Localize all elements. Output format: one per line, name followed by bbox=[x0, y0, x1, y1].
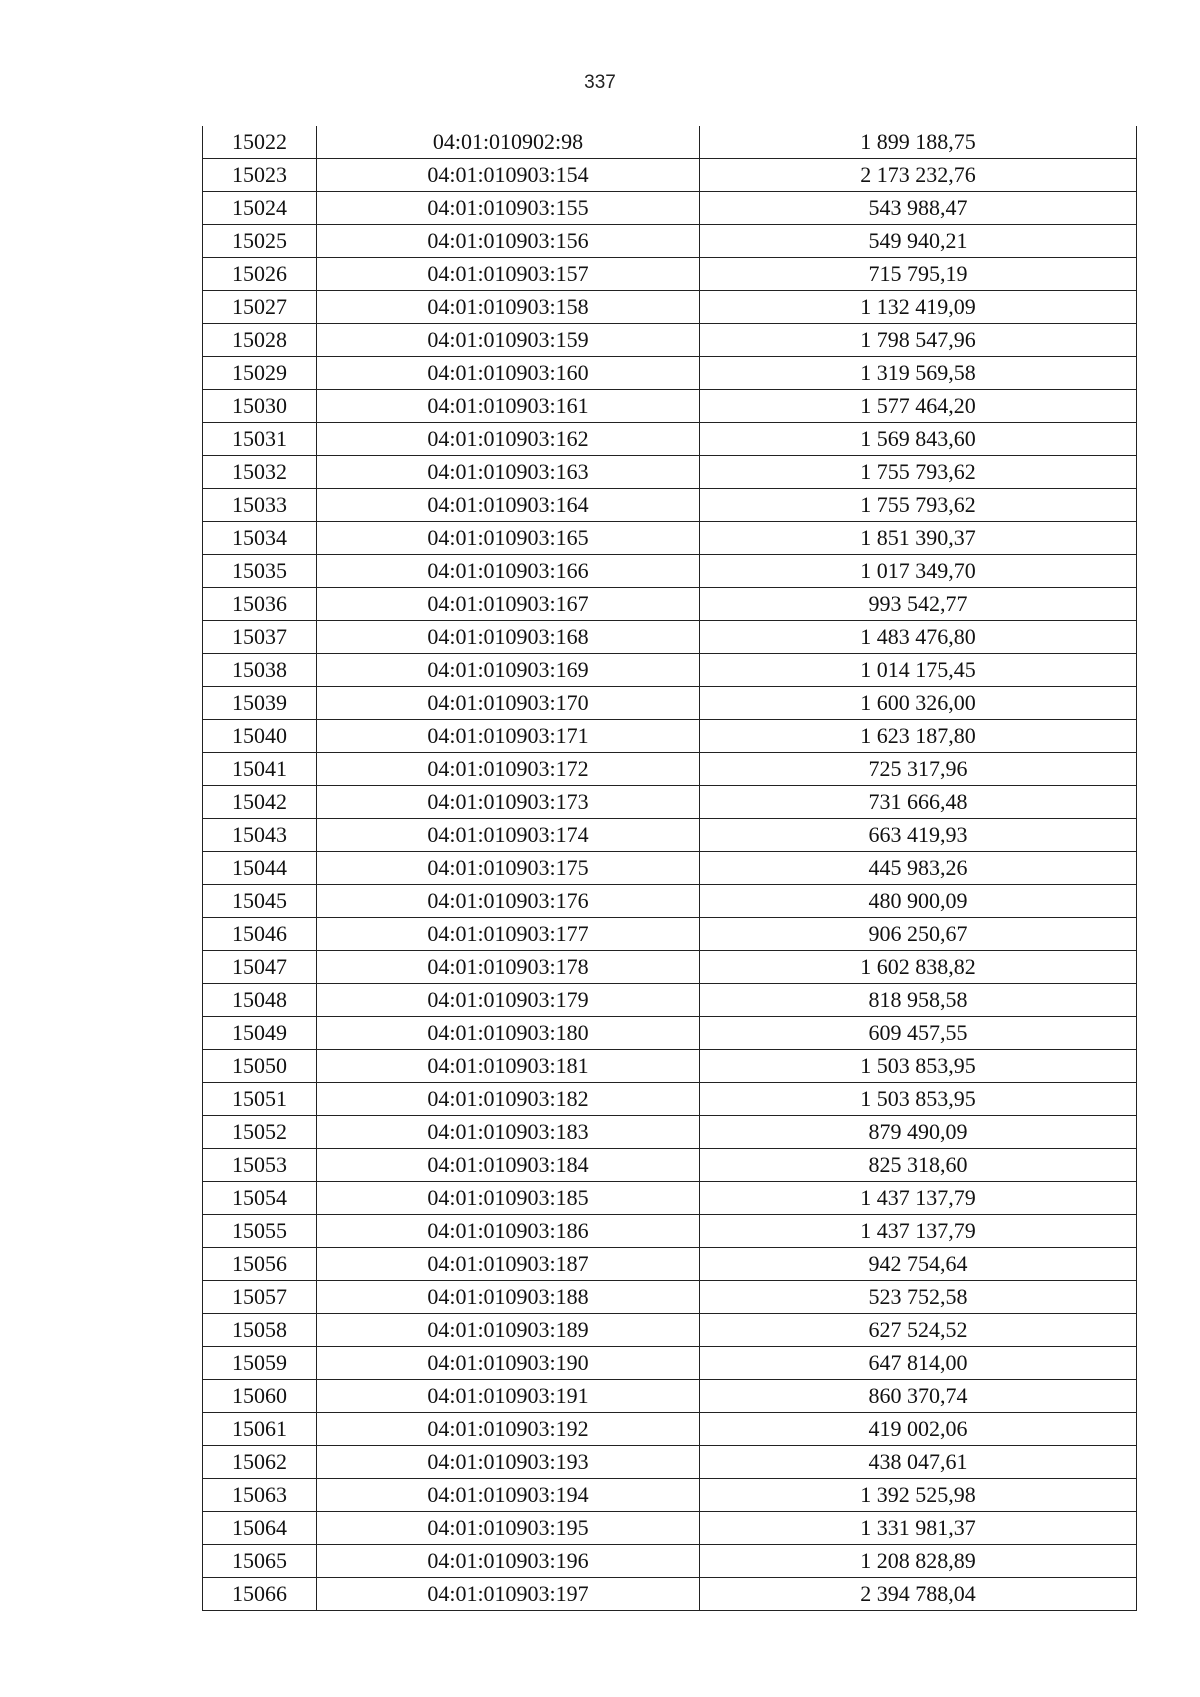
row-number-cell: 15065 bbox=[203, 1545, 317, 1578]
table-row bbox=[203, 951, 1137, 984]
row-number-cell: 15061 bbox=[203, 1413, 317, 1446]
cadastral-value-cell: 1 392 525,98 bbox=[700, 1479, 1137, 1512]
row-number-cell: 15059 bbox=[203, 1347, 317, 1380]
cadastral-value-table-container bbox=[202, 126, 1136, 1611]
cadastral-number-cell: 04:01:010903:163 bbox=[317, 456, 700, 489]
cadastral-value-cell: 1 437 137,79 bbox=[700, 1215, 1137, 1248]
row-number-cell: 15031 bbox=[203, 423, 317, 456]
row-number-cell: 15042 bbox=[203, 786, 317, 819]
row-number-cell: 15060 bbox=[203, 1380, 317, 1413]
table-row bbox=[203, 423, 1137, 456]
table-row bbox=[203, 852, 1137, 885]
cadastral-value-cell: 549 940,21 bbox=[700, 225, 1137, 258]
cadastral-value-cell: 480 900,09 bbox=[700, 885, 1137, 918]
cadastral-value-cell: 1 577 464,20 bbox=[700, 390, 1137, 423]
table-row bbox=[203, 1215, 1137, 1248]
row-number-cell: 15027 bbox=[203, 291, 317, 324]
row-number-cell: 15063 bbox=[203, 1479, 317, 1512]
cadastral-number-cell: 04:01:010903:156 bbox=[317, 225, 700, 258]
row-number-cell: 15035 bbox=[203, 555, 317, 588]
cadastral-value-cell: 1 437 137,79 bbox=[700, 1182, 1137, 1215]
table-row bbox=[203, 1149, 1137, 1182]
row-number-cell: 15055 bbox=[203, 1215, 317, 1248]
cadastral-number-cell: 04:01:010903:174 bbox=[317, 819, 700, 852]
cadastral-number-cell: 04:01:010903:189 bbox=[317, 1314, 700, 1347]
cadastral-number-cell: 04:01:010903:164 bbox=[317, 489, 700, 522]
cadastral-number-cell: 04:01:010903:166 bbox=[317, 555, 700, 588]
cadastral-number-cell: 04:01:010903:162 bbox=[317, 423, 700, 456]
row-number-cell: 15032 bbox=[203, 456, 317, 489]
cadastral-value-cell: 1 851 390,37 bbox=[700, 522, 1137, 555]
cadastral-value-cell: 1 623 187,80 bbox=[700, 720, 1137, 753]
row-number-cell: 15066 bbox=[203, 1578, 317, 1611]
row-number-cell: 15033 bbox=[203, 489, 317, 522]
row-number-cell: 15058 bbox=[203, 1314, 317, 1347]
cadastral-number-cell: 04:01:010902:98 bbox=[317, 126, 700, 159]
row-number-cell: 15048 bbox=[203, 984, 317, 1017]
page-number: 337 bbox=[584, 72, 616, 93]
cadastral-value-cell: 715 795,19 bbox=[700, 258, 1137, 291]
row-number-cell: 15062 bbox=[203, 1446, 317, 1479]
cadastral-number-cell: 04:01:010903:184 bbox=[317, 1149, 700, 1182]
cadastral-value-cell: 1 503 853,95 bbox=[700, 1083, 1137, 1116]
cadastral-number-cell: 04:01:010903:170 bbox=[317, 687, 700, 720]
row-number-cell: 15043 bbox=[203, 819, 317, 852]
table-row bbox=[203, 1017, 1137, 1050]
table-row bbox=[203, 1248, 1137, 1281]
cadastral-number-cell: 04:01:010903:160 bbox=[317, 357, 700, 390]
cadastral-value-cell: 1 319 569,58 bbox=[700, 357, 1137, 390]
table-row bbox=[203, 1281, 1137, 1314]
cadastral-number-cell: 04:01:010903:197 bbox=[317, 1578, 700, 1611]
cadastral-value-cell: 1 569 843,60 bbox=[700, 423, 1137, 456]
cadastral-value-cell: 445 983,26 bbox=[700, 852, 1137, 885]
row-number-cell: 15029 bbox=[203, 357, 317, 390]
table-row bbox=[203, 786, 1137, 819]
cadastral-value-table bbox=[202, 126, 1137, 1611]
cadastral-value-cell: 879 490,09 bbox=[700, 1116, 1137, 1149]
cadastral-value-cell: 818 958,58 bbox=[700, 984, 1137, 1017]
table-body bbox=[203, 126, 1137, 1611]
cadastral-number-cell: 04:01:010903:157 bbox=[317, 258, 700, 291]
cadastral-value-cell: 1 602 838,82 bbox=[700, 951, 1137, 984]
table-row bbox=[203, 291, 1137, 324]
cadastral-value-cell: 906 250,67 bbox=[700, 918, 1137, 951]
cadastral-value-cell: 609 457,55 bbox=[700, 1017, 1137, 1050]
cadastral-value-cell: 627 524,52 bbox=[700, 1314, 1137, 1347]
cadastral-value-cell: 523 752,58 bbox=[700, 1281, 1137, 1314]
table-row bbox=[203, 819, 1137, 852]
cadastral-value-cell: 1 600 326,00 bbox=[700, 687, 1137, 720]
row-number-cell: 15036 bbox=[203, 588, 317, 621]
cadastral-number-cell: 04:01:010903:171 bbox=[317, 720, 700, 753]
cadastral-value-cell: 419 002,06 bbox=[700, 1413, 1137, 1446]
table-row bbox=[203, 654, 1137, 687]
table-row bbox=[203, 126, 1137, 159]
table-row bbox=[203, 918, 1137, 951]
row-number-cell: 15046 bbox=[203, 918, 317, 951]
cadastral-value-cell: 647 814,00 bbox=[700, 1347, 1137, 1380]
table-row bbox=[203, 753, 1137, 786]
row-number-cell: 15025 bbox=[203, 225, 317, 258]
table-row bbox=[203, 885, 1137, 918]
table-row bbox=[203, 1116, 1137, 1149]
table-row bbox=[203, 324, 1137, 357]
cadastral-value-cell: 438 047,61 bbox=[700, 1446, 1137, 1479]
cadastral-value-cell: 2 173 232,76 bbox=[700, 159, 1137, 192]
cadastral-number-cell: 04:01:010903:196 bbox=[317, 1545, 700, 1578]
table-row bbox=[203, 159, 1137, 192]
row-number-cell: 15022 bbox=[203, 126, 317, 159]
cadastral-number-cell: 04:01:010903:194 bbox=[317, 1479, 700, 1512]
row-number-cell: 15034 bbox=[203, 522, 317, 555]
table-row bbox=[203, 555, 1137, 588]
cadastral-value-cell: 860 370,74 bbox=[700, 1380, 1137, 1413]
cadastral-value-cell: 663 419,93 bbox=[700, 819, 1137, 852]
table-row bbox=[203, 1347, 1137, 1380]
row-number-cell: 15064 bbox=[203, 1512, 317, 1545]
cadastral-number-cell: 04:01:010903:192 bbox=[317, 1413, 700, 1446]
row-number-cell: 15040 bbox=[203, 720, 317, 753]
row-number-cell: 15050 bbox=[203, 1050, 317, 1083]
cadastral-value-cell: 1 208 828,89 bbox=[700, 1545, 1137, 1578]
row-number-cell: 15057 bbox=[203, 1281, 317, 1314]
row-number-cell: 15049 bbox=[203, 1017, 317, 1050]
table-row bbox=[203, 1314, 1137, 1347]
cadastral-value-cell: 942 754,64 bbox=[700, 1248, 1137, 1281]
cadastral-number-cell: 04:01:010903:175 bbox=[317, 852, 700, 885]
cadastral-value-cell: 1 014 175,45 bbox=[700, 654, 1137, 687]
table-row bbox=[203, 621, 1137, 654]
cadastral-value-cell: 731 666,48 bbox=[700, 786, 1137, 819]
cadastral-value-cell: 1 798 547,96 bbox=[700, 324, 1137, 357]
table-row bbox=[203, 357, 1137, 390]
table-row bbox=[203, 1446, 1137, 1479]
table-row bbox=[203, 1479, 1137, 1512]
row-number-cell: 15028 bbox=[203, 324, 317, 357]
cadastral-number-cell: 04:01:010903:195 bbox=[317, 1512, 700, 1545]
row-number-cell: 15039 bbox=[203, 687, 317, 720]
table-row bbox=[203, 1578, 1137, 1611]
table-row bbox=[203, 1545, 1137, 1578]
cadastral-number-cell: 04:01:010903:169 bbox=[317, 654, 700, 687]
row-number-cell: 15023 bbox=[203, 159, 317, 192]
cadastral-number-cell: 04:01:010903:179 bbox=[317, 984, 700, 1017]
cadastral-number-cell: 04:01:010903:183 bbox=[317, 1116, 700, 1149]
cadastral-value-cell: 725 317,96 bbox=[700, 753, 1137, 786]
row-number-cell: 15054 bbox=[203, 1182, 317, 1215]
cadastral-number-cell: 04:01:010903:161 bbox=[317, 390, 700, 423]
row-number-cell: 15051 bbox=[203, 1083, 317, 1116]
cadastral-number-cell: 04:01:010903:178 bbox=[317, 951, 700, 984]
table-row bbox=[203, 1083, 1137, 1116]
cadastral-number-cell: 04:01:010903:185 bbox=[317, 1182, 700, 1215]
table-row bbox=[203, 1413, 1137, 1446]
cadastral-value-cell: 1 331 981,37 bbox=[700, 1512, 1137, 1545]
table-row bbox=[203, 1380, 1137, 1413]
cadastral-value-cell: 2 394 788,04 bbox=[700, 1578, 1137, 1611]
cadastral-value-cell: 1 755 793,62 bbox=[700, 456, 1137, 489]
table-row bbox=[203, 1182, 1137, 1215]
cadastral-number-cell: 04:01:010903:181 bbox=[317, 1050, 700, 1083]
row-number-cell: 15053 bbox=[203, 1149, 317, 1182]
table-row bbox=[203, 984, 1137, 1017]
table-row bbox=[203, 687, 1137, 720]
row-number-cell: 15047 bbox=[203, 951, 317, 984]
row-number-cell: 15037 bbox=[203, 621, 317, 654]
cadastral-number-cell: 04:01:010903:165 bbox=[317, 522, 700, 555]
cadastral-number-cell: 04:01:010903:172 bbox=[317, 753, 700, 786]
cadastral-value-cell: 1 503 853,95 bbox=[700, 1050, 1137, 1083]
cadastral-number-cell: 04:01:010903:177 bbox=[317, 918, 700, 951]
table-row bbox=[203, 225, 1137, 258]
row-number-cell: 15024 bbox=[203, 192, 317, 225]
cadastral-value-cell: 993 542,77 bbox=[700, 588, 1137, 621]
table-row bbox=[203, 588, 1137, 621]
cadastral-number-cell: 04:01:010903:186 bbox=[317, 1215, 700, 1248]
cadastral-value-cell: 1 017 349,70 bbox=[700, 555, 1137, 588]
cadastral-number-cell: 04:01:010903:159 bbox=[317, 324, 700, 357]
cadastral-number-cell: 04:01:010903:173 bbox=[317, 786, 700, 819]
cadastral-value-cell: 1 755 793,62 bbox=[700, 489, 1137, 522]
table-row bbox=[203, 456, 1137, 489]
cadastral-number-cell: 04:01:010903:188 bbox=[317, 1281, 700, 1314]
table-row bbox=[203, 489, 1137, 522]
cadastral-value-cell: 1 132 419,09 bbox=[700, 291, 1137, 324]
cadastral-value-cell: 543 988,47 bbox=[700, 192, 1137, 225]
table-row bbox=[203, 1050, 1137, 1083]
row-number-cell: 15026 bbox=[203, 258, 317, 291]
cadastral-number-cell: 04:01:010903:168 bbox=[317, 621, 700, 654]
cadastral-number-cell: 04:01:010903:154 bbox=[317, 159, 700, 192]
cadastral-number-cell: 04:01:010903:155 bbox=[317, 192, 700, 225]
table-row bbox=[203, 720, 1137, 753]
cadastral-number-cell: 04:01:010903:158 bbox=[317, 291, 700, 324]
cadastral-number-cell: 04:01:010903:167 bbox=[317, 588, 700, 621]
row-number-cell: 15030 bbox=[203, 390, 317, 423]
table-row bbox=[203, 192, 1137, 225]
table-row bbox=[203, 1512, 1137, 1545]
cadastral-number-cell: 04:01:010903:176 bbox=[317, 885, 700, 918]
cadastral-number-cell: 04:01:010903:193 bbox=[317, 1446, 700, 1479]
cadastral-value-cell: 825 318,60 bbox=[700, 1149, 1137, 1182]
table-row bbox=[203, 390, 1137, 423]
row-number-cell: 15044 bbox=[203, 852, 317, 885]
row-number-cell: 15056 bbox=[203, 1248, 317, 1281]
row-number-cell: 15041 bbox=[203, 753, 317, 786]
cadastral-value-cell: 1 483 476,80 bbox=[700, 621, 1137, 654]
table-row bbox=[203, 522, 1137, 555]
cadastral-number-cell: 04:01:010903:191 bbox=[317, 1380, 700, 1413]
cadastral-number-cell: 04:01:010903:187 bbox=[317, 1248, 700, 1281]
table-row bbox=[203, 258, 1137, 291]
cadastral-number-cell: 04:01:010903:180 bbox=[317, 1017, 700, 1050]
row-number-cell: 15038 bbox=[203, 654, 317, 687]
cadastral-number-cell: 04:01:010903:182 bbox=[317, 1083, 700, 1116]
row-number-cell: 15045 bbox=[203, 885, 317, 918]
cadastral-value-cell: 1 899 188,75 bbox=[700, 126, 1137, 159]
row-number-cell: 15052 bbox=[203, 1116, 317, 1149]
cadastral-number-cell: 04:01:010903:190 bbox=[317, 1347, 700, 1380]
